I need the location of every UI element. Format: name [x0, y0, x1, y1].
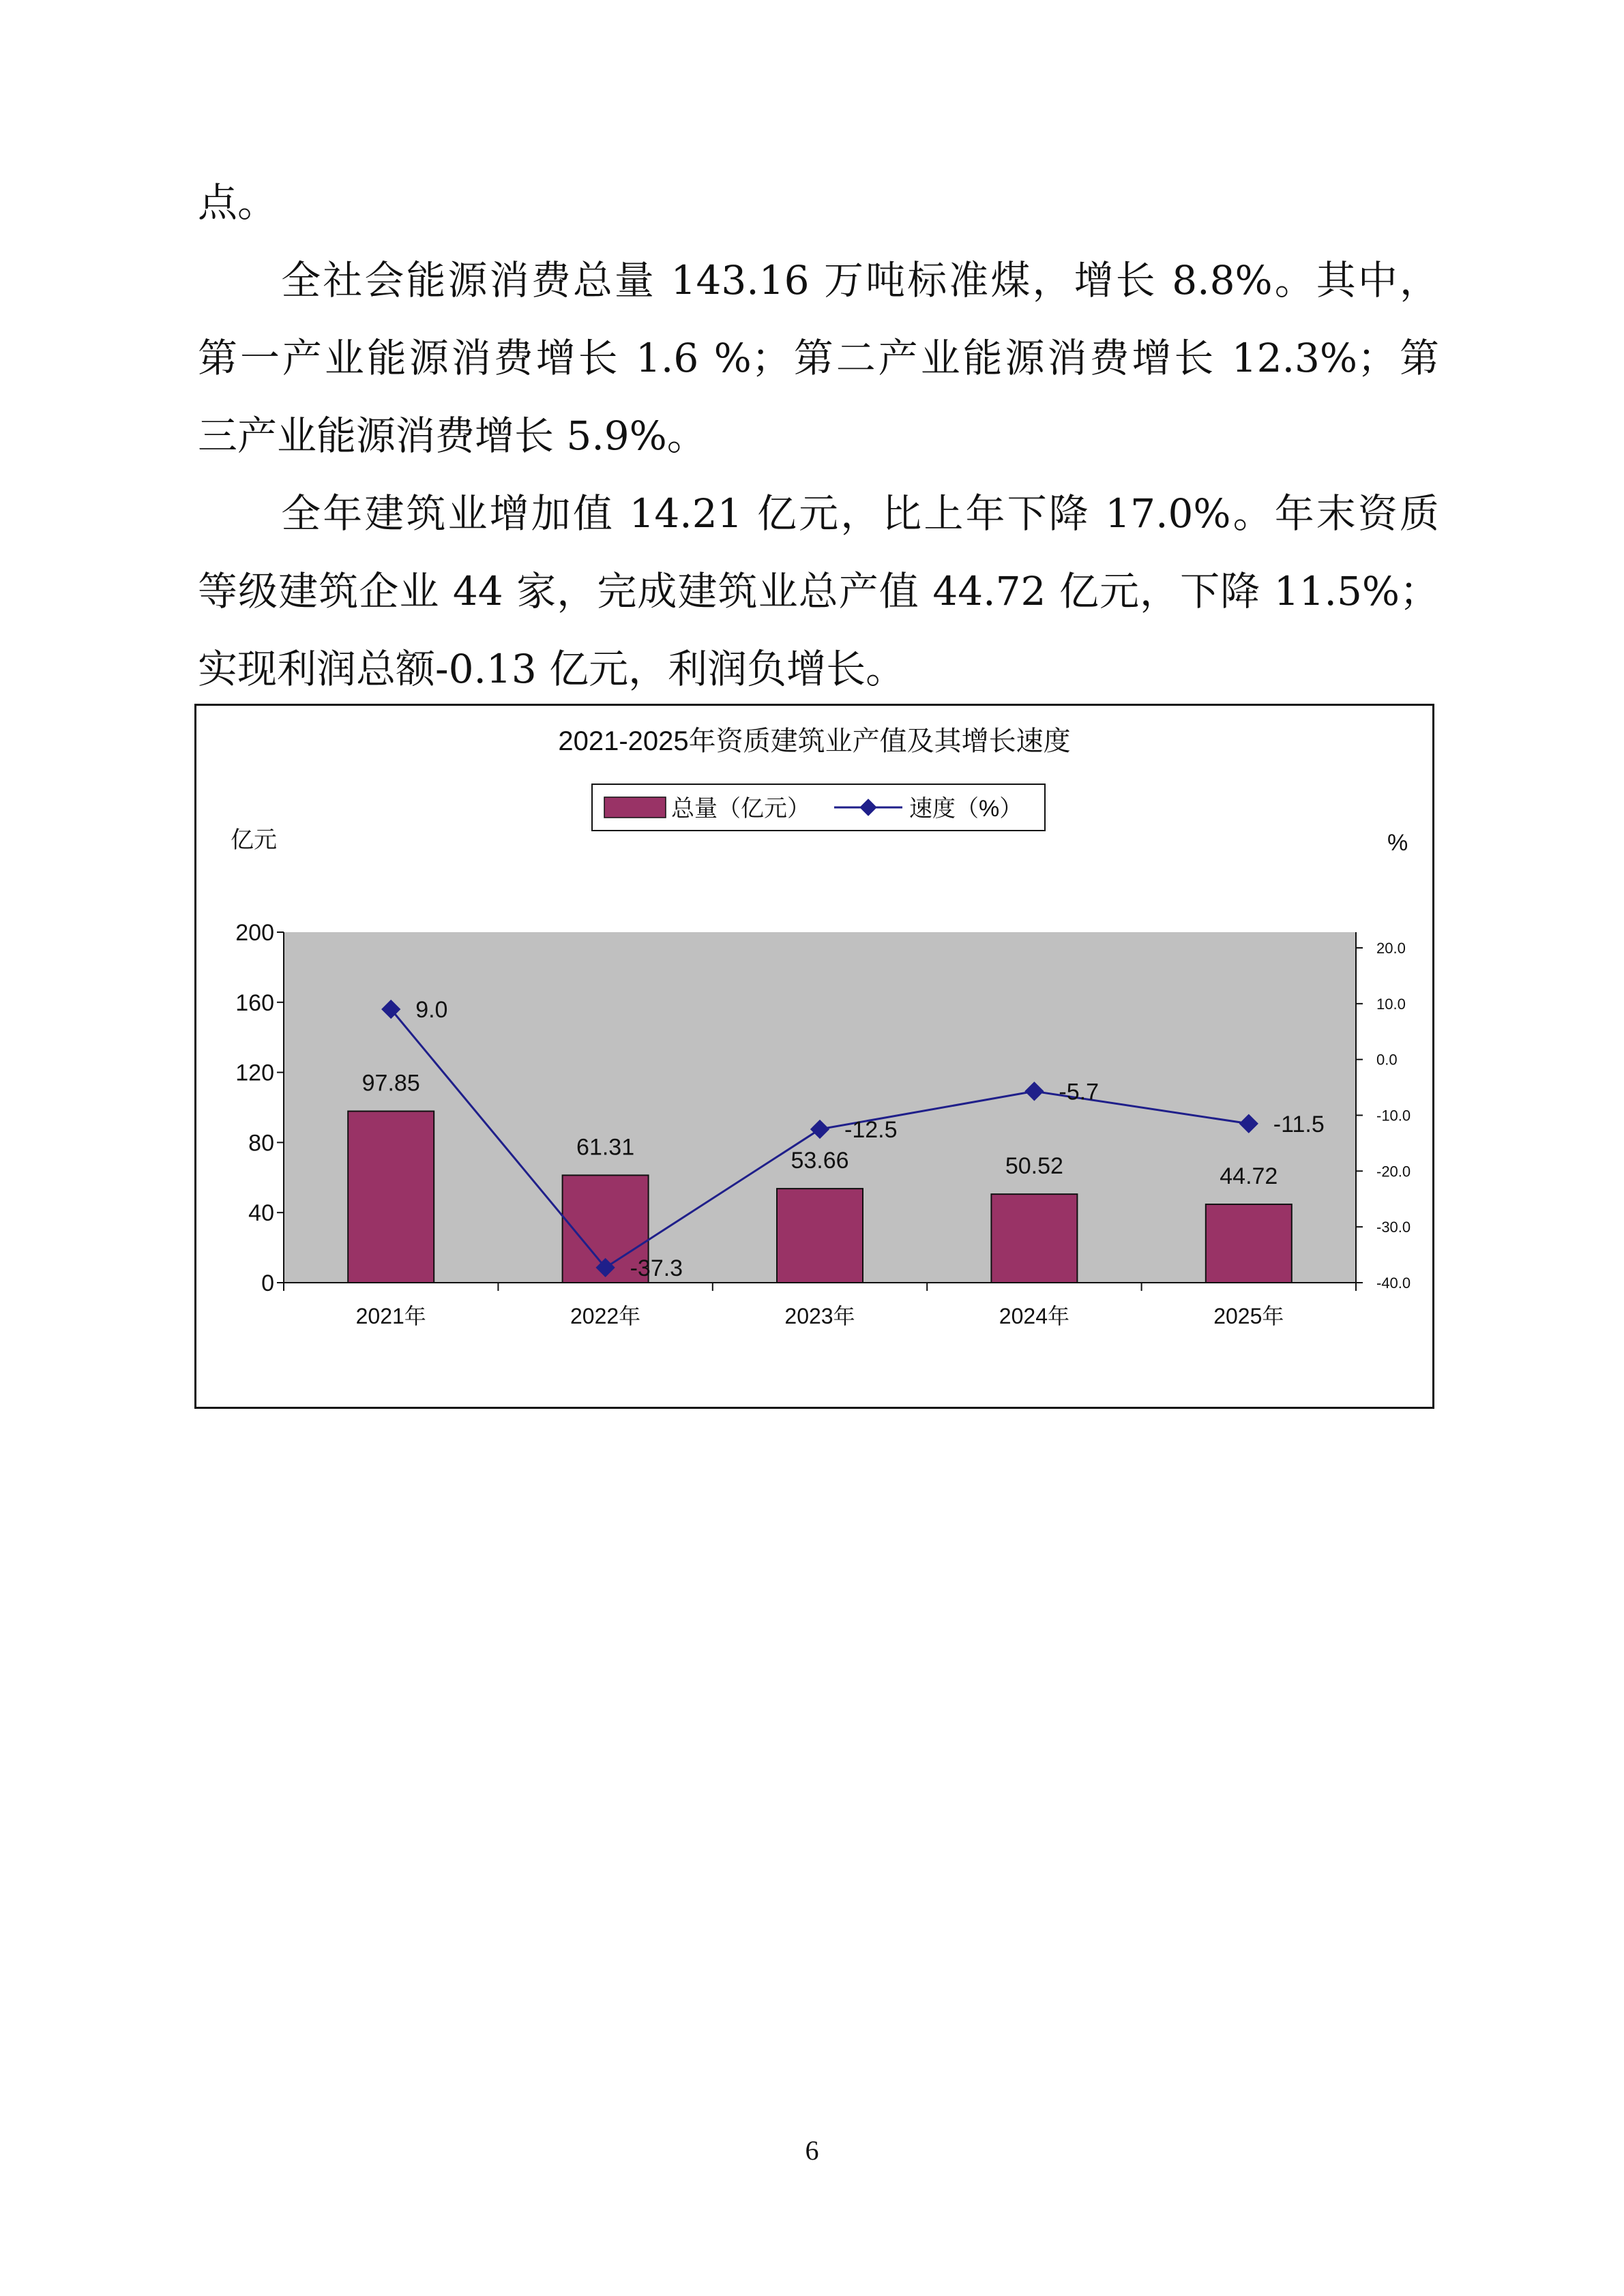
- left-axis-unit: 亿元: [231, 827, 277, 853]
- speed-value-label: -5.7: [1059, 1079, 1099, 1105]
- page-number: 6: [805, 2135, 819, 2166]
- x-axis-category-label: 2021年: [355, 1304, 426, 1328]
- speed-value-label: -12.5: [844, 1116, 898, 1143]
- legend-line-label: 速度（%）: [909, 796, 1023, 822]
- right-axis-tick-label: -20.0: [1376, 1163, 1411, 1180]
- right-axis-tick-label: 20.0: [1376, 940, 1406, 957]
- x-axis-category-label: 2024年: [999, 1304, 1070, 1328]
- x-axis-category-label: 2022年: [570, 1304, 641, 1328]
- bar-value-label: 44.72: [1220, 1163, 1278, 1190]
- bar-5: [1206, 1204, 1292, 1283]
- bar-1: [348, 1112, 434, 1283]
- bar-value-label: 61.31: [576, 1134, 635, 1161]
- text-line-4: 三产业能源消费增长 5.9%。: [198, 413, 707, 459]
- text-line-6: 等级建筑企业 44 家，完成建筑业总产值 44.72 亿元，下降 11.5%；: [198, 568, 1439, 614]
- legend-bar-label: 总量（亿元）: [671, 796, 810, 822]
- bar-value-label: 97.85: [361, 1070, 420, 1097]
- left-axis-tick-label: 40: [248, 1200, 274, 1227]
- chart-title: 2021-2025年资质建筑业产值及其增长速度: [558, 726, 1071, 756]
- speed-value-label: -37.3: [630, 1255, 683, 1281]
- bar-value-label: 50.52: [1005, 1153, 1063, 1180]
- text-line-2: 全社会能源消费总量 143.16 万吨标准煤，增长 8.8%。其中，: [198, 257, 1439, 303]
- bar-value-label: 53.66: [791, 1148, 849, 1174]
- left-axis-tick-label: 200: [235, 920, 274, 946]
- bar-4: [991, 1194, 1077, 1283]
- left-axis-tick-label: 160: [235, 989, 274, 1016]
- x-axis-category-label: 2025年: [1213, 1304, 1284, 1328]
- text-line-1: 点。: [198, 179, 278, 226]
- text-line-3: 第一产业能源消费增长 1.6 %；第二产业能源消费增长 12.3%；第: [198, 335, 1439, 381]
- right-axis-tick-label: -40.0: [1376, 1274, 1411, 1292]
- text-line-5: 全年建筑业增加值 14.21 亿元，比上年下降 17.0%。年末资质: [198, 490, 1439, 537]
- right-axis-tick-label: 0.0: [1376, 1051, 1398, 1069]
- left-axis-tick-label: 0: [261, 1270, 274, 1296]
- right-axis-tick-label: -10.0: [1376, 1107, 1411, 1124]
- left-axis-tick-label: 120: [235, 1060, 274, 1086]
- left-axis-tick-label: 80: [248, 1130, 274, 1157]
- speed-value-label: -11.5: [1273, 1111, 1325, 1137]
- bar-3: [777, 1189, 863, 1283]
- speed-value-label: 9.0: [415, 997, 448, 1024]
- right-axis-tick-label: -30.0: [1376, 1219, 1411, 1236]
- chart-svg: [196, 706, 1432, 1407]
- legend-bar-swatch: [604, 797, 666, 818]
- right-axis-tick-label: 10.0: [1376, 995, 1406, 1013]
- right-axis-unit: %: [1387, 830, 1408, 856]
- x-axis-category-label: 2023年: [784, 1304, 855, 1328]
- text-line-7: 实现利润总额-0.13 亿元，利润负增长。: [198, 646, 906, 692]
- chart-container: [194, 704, 1434, 1409]
